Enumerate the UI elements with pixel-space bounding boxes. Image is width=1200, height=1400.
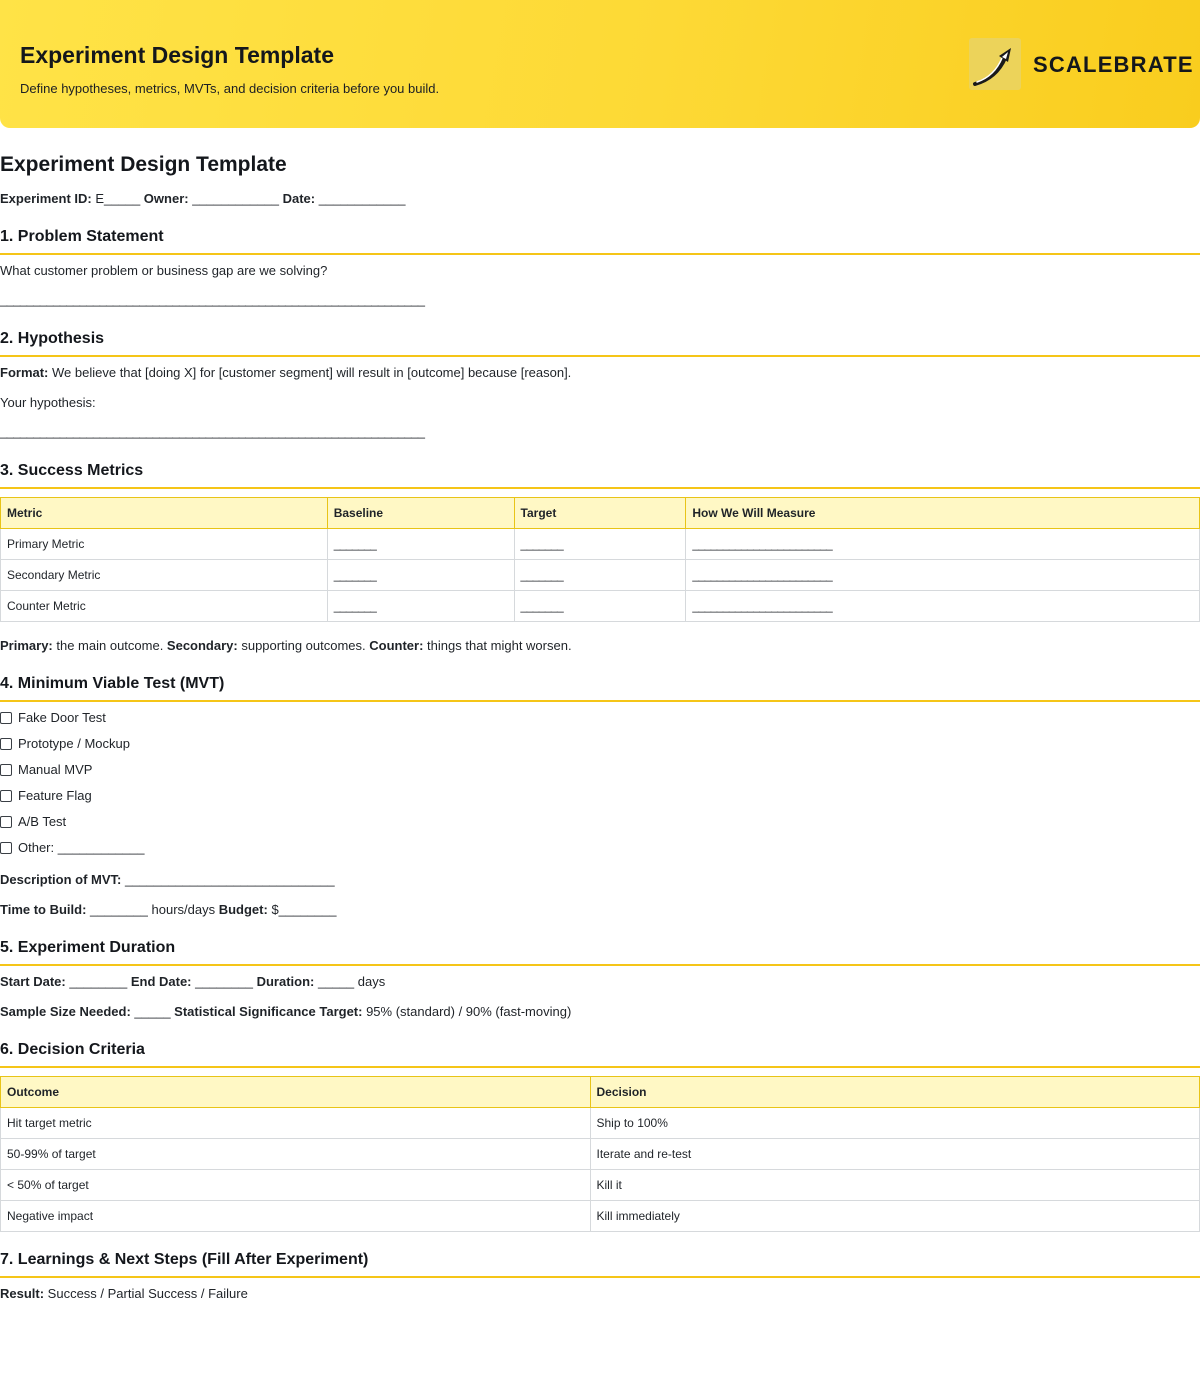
duration-dates-line (0, 974, 385, 989)
measure-field[interactable]: _______________________ (686, 529, 1200, 560)
section-heading-decision: 6. Decision Criteria (0, 1041, 145, 1058)
format-label: Format: (0, 365, 49, 380)
outcome-cell: Hit target metric (1, 1108, 591, 1139)
checkbox[interactable] (0, 842, 12, 854)
experiment-id-label: Experiment ID: (0, 191, 92, 206)
section-divider (0, 964, 1200, 966)
decision-cell: Kill it (590, 1170, 1200, 1201)
problem-question: What customer problem or business gap are we solving? (0, 263, 328, 278)
section-divider (0, 1276, 1200, 1278)
column-header: Outcome (1, 1077, 591, 1108)
start-date-label: Start Date: (0, 974, 66, 989)
banner-subtitle: Define hypotheses, metrics, MVTs, and decision criteria before you build. (20, 81, 440, 96)
mvt-description-line (0, 872, 335, 887)
option-label: A/B Test (18, 814, 67, 829)
description-label: Description of MVT: (0, 872, 122, 887)
time-field[interactable]: ________ hours/days (86, 902, 219, 917)
decision-cell: Ship to 100% (590, 1108, 1200, 1139)
baseline-field[interactable]: _______ (327, 560, 514, 591)
hypothesis-format (0, 365, 571, 380)
secondary-label: Secondary: (166, 638, 238, 653)
table-header-row (1, 498, 1200, 529)
option-label: Feature Flag (18, 788, 92, 803)
target-field[interactable]: _______ (514, 560, 686, 591)
mvt-option[interactable] (0, 762, 92, 777)
rocket-arrow-icon (969, 38, 1021, 90)
section-heading-problem: 1. Problem Statement (0, 228, 164, 245)
end-date-field[interactable]: ________ (191, 974, 257, 989)
budget-field[interactable]: $________ (267, 902, 337, 917)
measure-field[interactable]: _______________________ (686, 591, 1200, 622)
sample-size-line (0, 1004, 571, 1019)
metrics-table (0, 497, 1200, 622)
column-header: Decision (590, 1077, 1200, 1108)
sample-size-label: Sample Size Needed: (0, 1004, 131, 1019)
duration-label: Duration: (256, 974, 315, 989)
sample-size-field[interactable]: _____ (130, 1004, 175, 1019)
experiment-id-field[interactable]: E_____ (91, 191, 144, 206)
owner-label: Owner: (143, 191, 189, 206)
section-heading-mvt: 4. Minimum Viable Test (MVT) (0, 675, 225, 692)
primary-label: Primary: (0, 638, 53, 653)
section-heading-hypothesis: 2. Hypothesis (0, 330, 105, 347)
date-label: Date: (282, 191, 316, 206)
section-divider (0, 253, 1200, 255)
document-title: Experiment Design Template (0, 153, 287, 176)
date-field[interactable]: ____________ (315, 191, 406, 206)
hypothesis-prompt: Your hypothesis: (0, 395, 96, 410)
significance-label: Statistical Significance Target: (174, 1004, 363, 1019)
counter-label: Counter: (369, 638, 424, 653)
significance-value: 95% (standard) / 90% (fast-moving) (362, 1004, 572, 1019)
checkbox[interactable] (0, 790, 12, 802)
column-header: Metric (1, 498, 328, 529)
mvt-option[interactable] (0, 736, 130, 751)
option-label: Prototype / Mockup (18, 736, 130, 751)
section-divider (0, 1066, 1200, 1068)
table-row (1, 1170, 1200, 1201)
outcome-cell: < 50% of target (1, 1170, 591, 1201)
secondary-text: supporting outcomes. (237, 638, 370, 653)
result-options[interactable]: Success / Partial Success / Failure (44, 1286, 248, 1301)
column-header: Target (514, 498, 686, 529)
brand-name: SCALEBRATE (1033, 52, 1194, 77)
table-row (1, 1108, 1200, 1139)
mvt-option[interactable] (0, 840, 145, 855)
decision-cell: Iterate and re-test (590, 1139, 1200, 1170)
option-label: Other: ____________ (18, 840, 145, 855)
end-date-label: End Date: (130, 974, 192, 989)
start-date-field[interactable]: ________ (65, 974, 131, 989)
checkbox[interactable] (0, 816, 12, 828)
section-divider (0, 487, 1200, 489)
checkbox[interactable] (0, 738, 12, 750)
column-header: How We Will Measure (686, 498, 1200, 529)
column-header: Baseline (327, 498, 514, 529)
section-divider (0, 355, 1200, 357)
table-row (1, 529, 1200, 560)
metric-name: Primary Metric (1, 529, 328, 560)
budget-label: Budget: (218, 902, 268, 917)
checkbox[interactable] (0, 712, 12, 724)
outcome-cell: Negative impact (1, 1201, 591, 1232)
decision-table (0, 1076, 1200, 1232)
primary-text: the main outcome. (52, 638, 167, 653)
table-row (1, 560, 1200, 591)
table-row (1, 591, 1200, 622)
section-heading-duration: 5. Experiment Duration (0, 939, 176, 956)
decision-cell: Kill immediately (590, 1201, 1200, 1232)
format-text: We believe that [doing X] for [customer segment] will result in [outcome] because [reason]. (48, 365, 572, 380)
result-label: Result: (0, 1286, 45, 1301)
baseline-field[interactable]: _______ (327, 529, 514, 560)
section-heading-metrics: 3. Success Metrics (0, 462, 144, 479)
banner-title: Experiment Design Template (20, 42, 334, 68)
metric-name: Counter Metric (1, 591, 328, 622)
header-banner (0, 0, 1200, 128)
metrics-note (0, 638, 572, 653)
checkbox[interactable] (0, 764, 12, 776)
time-label: Time to Build: (0, 902, 87, 917)
section-heading-learnings: 7. Learnings & Next Steps (Fill After Experiment) (0, 1251, 369, 1268)
problem-answer-field[interactable]: ________________________________________________________________ (0, 292, 425, 307)
result-line (0, 1286, 248, 1301)
hypothesis-answer-field[interactable]: ________________________________________________________________ (0, 424, 425, 439)
table-header-row (1, 1077, 1200, 1108)
metric-name: Secondary Metric (1, 560, 328, 591)
table-row (1, 1139, 1200, 1170)
table-row (1, 1201, 1200, 1232)
owner-field[interactable]: ____________ (188, 191, 283, 206)
mvt-option[interactable] (0, 814, 66, 829)
mvt-time-budget-line (0, 902, 337, 917)
description-field[interactable]: _____________________________ (121, 872, 335, 887)
section-divider (0, 700, 1200, 702)
target-field[interactable]: _______ (514, 591, 686, 622)
baseline-field[interactable]: _______ (327, 591, 514, 622)
outcome-cell: 50-99% of target (1, 1139, 591, 1170)
mvt-option[interactable] (0, 710, 106, 725)
target-field[interactable]: _______ (514, 529, 686, 560)
duration-field[interactable]: _____ days (314, 974, 386, 989)
counter-text: things that might worsen. (423, 638, 572, 653)
measure-field[interactable]: _______________________ (686, 560, 1200, 591)
option-label: Manual MVP (18, 762, 93, 777)
option-label: Fake Door Test (18, 710, 106, 725)
mvt-option[interactable] (0, 788, 92, 803)
experiment-meta-line (0, 191, 405, 206)
